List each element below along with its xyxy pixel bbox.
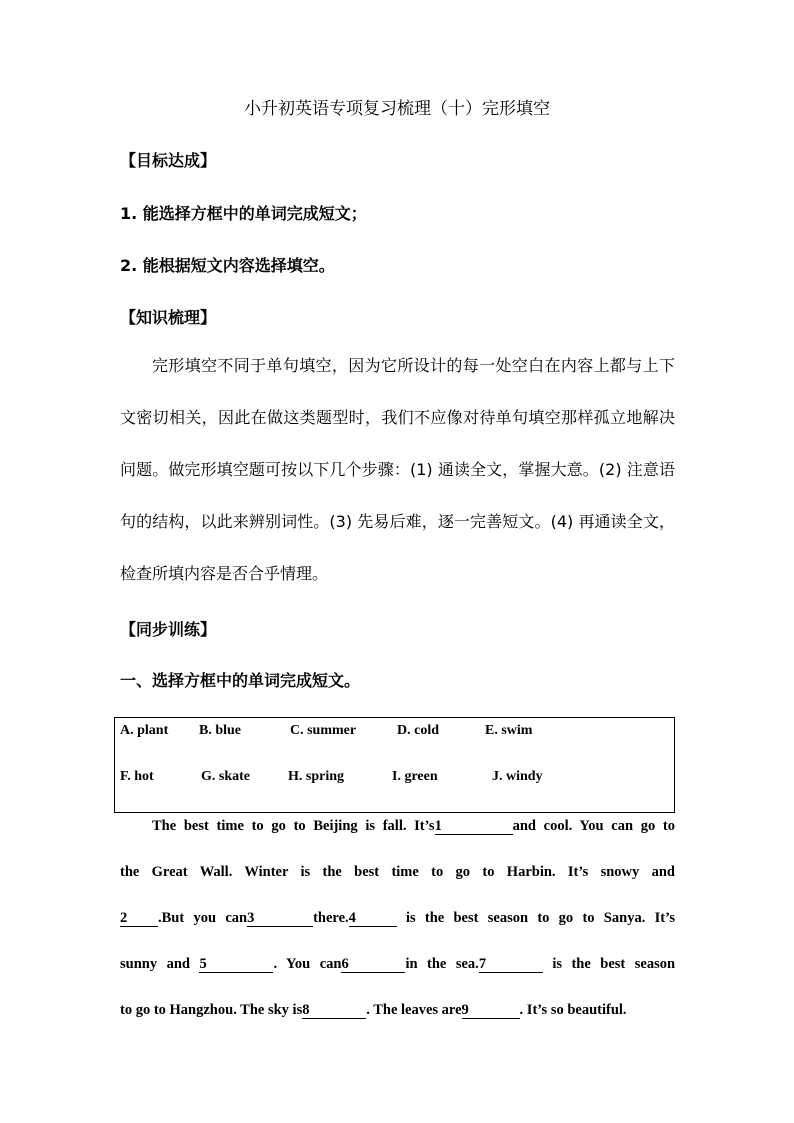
knowledge-line: 句的结构，以此来辨别词性。(3) 先易后难，逐一完善短文。(4) 再通读全文， — [120, 512, 675, 531]
passage-text: in the sea. — [405, 956, 479, 972]
knowledge-paragraph — [120, 340, 675, 600]
passage-text: . You can — [273, 956, 342, 972]
blank-3[interactable]: 3 — [247, 910, 313, 927]
option-e: E. swim — [485, 723, 533, 738]
goal-item-2: 2. 能根据短文内容选择填空。 — [120, 256, 335, 275]
option-h: H. spring — [288, 769, 345, 784]
passage-text: is the best season — [552, 956, 676, 972]
page-title: 小升初英语专项复习梳理（十）完形填空 — [244, 99, 550, 119]
blank-2[interactable]: 2 — [120, 910, 158, 927]
knowledge-line: 文密切相关，因此在做这类题型时，我们不应像对待单句填空那样孤立地解决 — [120, 408, 675, 427]
option-g: G. skate — [201, 769, 250, 784]
exercise-1-heading: 一、选择方框中的单词完成短文。 — [120, 671, 361, 690]
blank-6[interactable]: 6 — [341, 956, 405, 973]
passage-text: .But you can — [158, 910, 248, 926]
blank-4[interactable]: 4 — [349, 910, 397, 927]
practice-heading: 【同步训练】 — [120, 620, 217, 639]
passage-text: sunny and — [120, 956, 190, 972]
passage-text: there. — [313, 910, 349, 926]
passage-text: and cool. You can go to — [512, 818, 675, 834]
option-i: I. green — [392, 769, 438, 784]
knowledge-heading: 【知识梳理】 — [120, 308, 217, 327]
blank-8[interactable]: 8 — [302, 1002, 366, 1019]
passage-line-1 — [120, 816, 675, 862]
passage-line-5 — [120, 1000, 675, 1046]
knowledge-line: 检查所填内容是否合乎情理。 — [120, 564, 329, 583]
passage-line-4 — [120, 954, 675, 1000]
blank-9[interactable]: 9 — [462, 1002, 520, 1019]
blank-7[interactable]: 7 — [479, 956, 543, 973]
knowledge-line: 问题。做完形填空题可按以下几个步骤：(1) 通读全文，掌握大意。(2) 注意语 — [120, 460, 675, 479]
goals-heading: 【目标达成】 — [120, 151, 217, 170]
cloze-passage — [120, 816, 675, 1046]
passage-line-3 — [120, 908, 675, 954]
knowledge-line: 完形填空不同于单句填空，因为它所设计的每一处空白在内容上都与上下 — [152, 356, 675, 375]
word-options-box — [114, 717, 675, 813]
goal-item-1: 1. 能选择方框中的单词完成短文； — [120, 204, 367, 223]
option-j: J. windy — [492, 769, 543, 784]
option-b: B. blue — [199, 723, 242, 738]
option-c: C. summer — [290, 723, 357, 738]
passage-text: is the best season to go to Sanya. It’s — [405, 910, 675, 926]
passage-text: The best time to go to Beijing is fall. It’s — [152, 818, 435, 834]
blank-1[interactable]: 1 — [435, 818, 513, 835]
passage-text: to go to Hangzhou. The sky is — [120, 1002, 303, 1018]
passage-line-2: the Great Wall. Winter is the best time to go to Harbin. It’s snowy and — [120, 864, 675, 880]
blank-5[interactable]: 5 — [199, 956, 273, 973]
option-d: D. cold — [397, 723, 439, 738]
passage-text: . It’s so beautiful. — [519, 1002, 627, 1018]
option-a: A. plant — [120, 723, 169, 738]
passage-text: . The leaves are — [366, 1002, 462, 1018]
option-f: F. hot — [120, 769, 154, 784]
